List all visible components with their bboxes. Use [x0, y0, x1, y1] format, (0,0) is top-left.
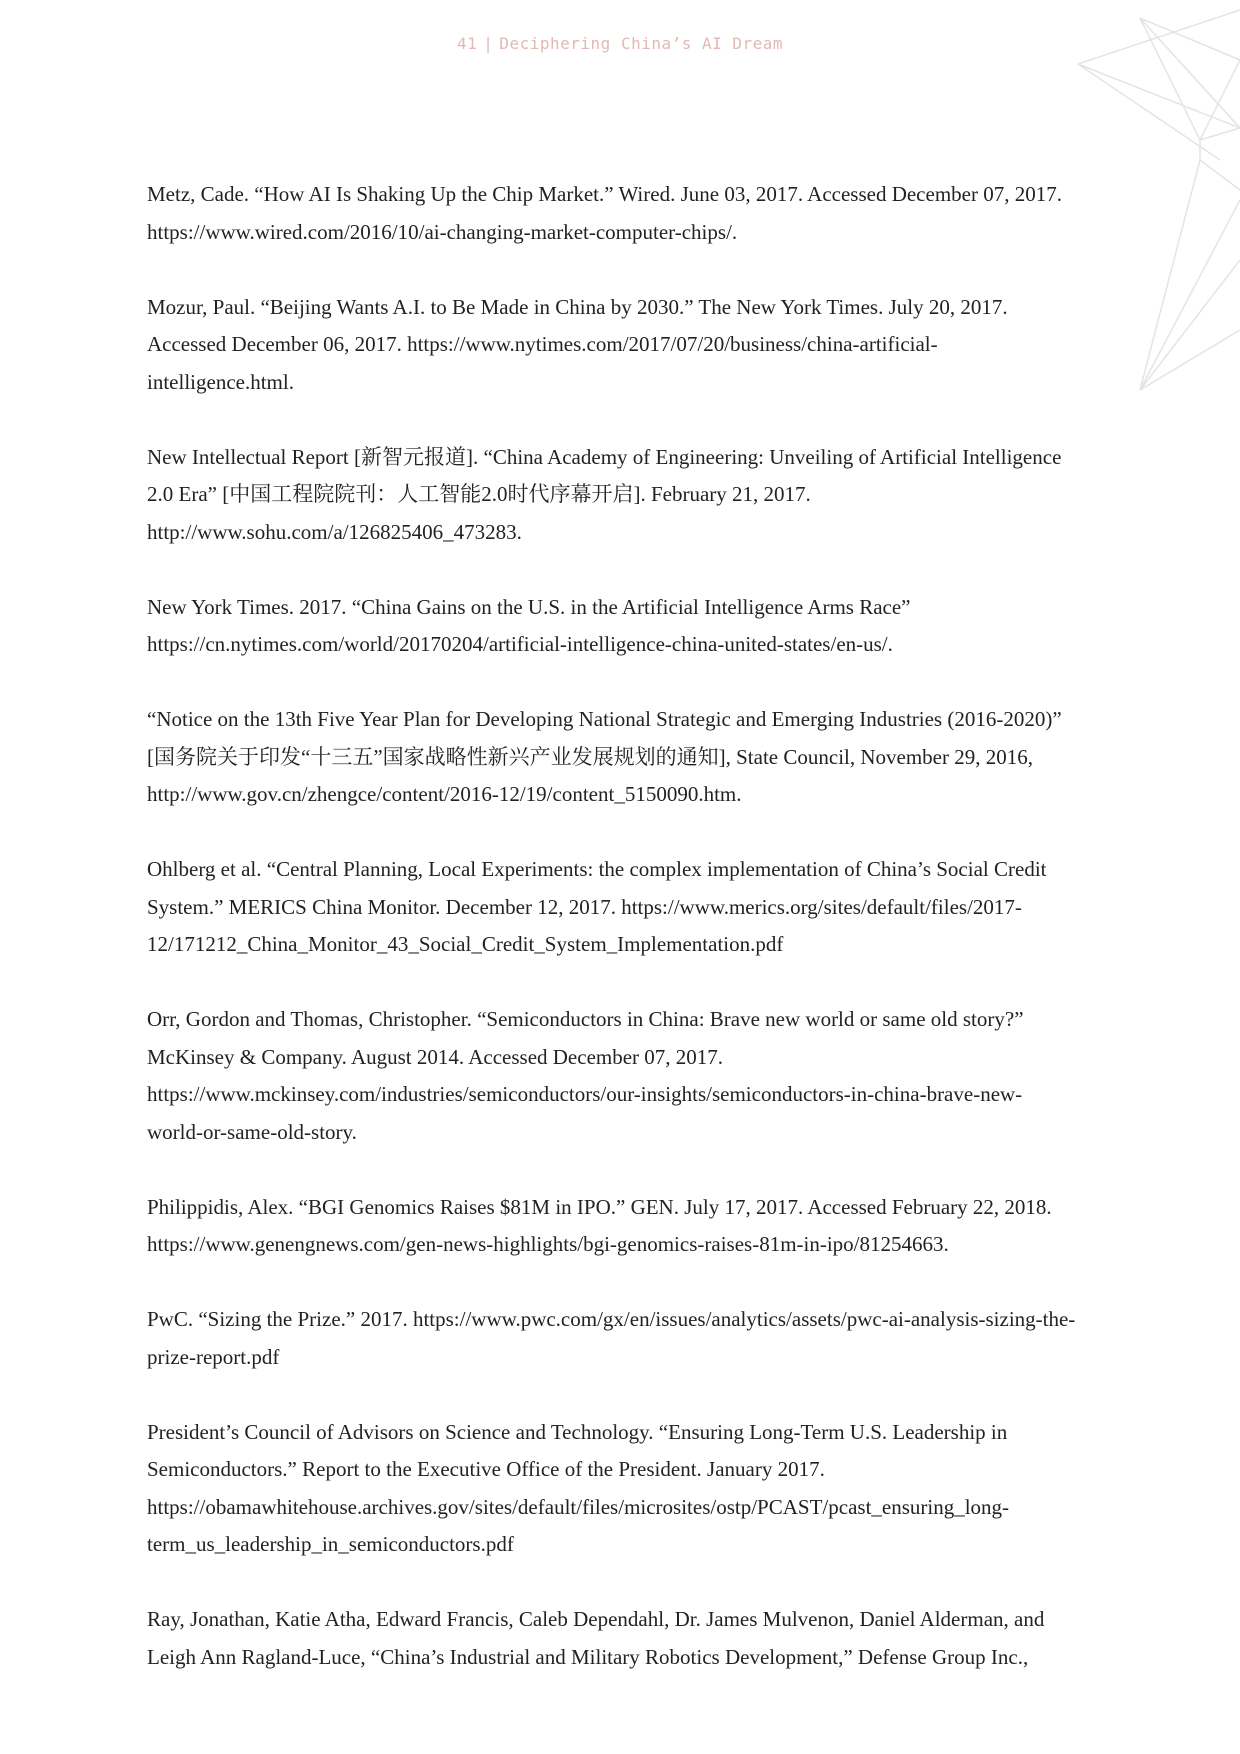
bibliography-entry-ray: Ray, Jonathan, Katie Atha, Edward Francis, Caleb Dependahl, Dr. James Mulvenon, Daniel Alderman, and Leigh Ann Ragland-Luce, “China’s Industrial and Military Robotics Development,” Defense Group Inc., — [147, 1607, 1045, 1669]
header-separator: | — [483, 34, 494, 53]
bibliography-entry-mozur: Mozur, Paul. “Beijing Wants A.I. to Be Made in China by 2030.” The New York Times. July 20, 2017. Accessed December 06, 2017. https://www.nytimes.com/2017/07/20/business/china-artificial-intelligence.html. — [147, 294, 1008, 394]
bibliography-entry-new-york-times: New York Times. 2017. “China Gains on the U.S. in the Artificial Intelligence Arms Race” https://cn.nytimes.com/world/20170204/artificial-intelligence-china-united-states/en-us/. — [147, 594, 911, 656]
bibliography-entry-notice-13th-five-year-plan: “Notice on the 13th Five Year Plan for Developing National Strategic and Emerging Industries (2016-2020)” [国务院关于印发“十三五”国家战略性新兴产业发展规划的通知], State Council, November 29, 2016, http://www.gov.cn/zhengce/content/2016-12/19/content_5150090.htm. — [147, 707, 1062, 806]
document-title: Deciphering China’s AI Dream — [499, 34, 784, 53]
bibliography-entry-ohlberg: Ohlberg et al. “Central Planning, Local Experiments: the complex implementation of China’s Social Credit System.” MERICS China Monitor. December 12, 2017. https://www.merics.org/sites/default/files/2017-12/171212_China_Monitor_43_Social_Credit_System_Implementation.pdf — [147, 857, 1047, 956]
bibliography-list — [147, 176, 1077, 1714]
bibliography-entry-new-intellectual-report: New Intellectual Report [新智元报道]. “China Academy of Engineering: Unveiling of Artificial Intelligence 2.0 Era” [中国工程院院刊：人工智能2.0时代序幕开启]. February 21, 2017. http://www.sohu.com/a/126825406_473283. — [147, 444, 1062, 544]
bibliography-entry-metz: Metz, Cade. “How AI Is Shaking Up the Chip Market.” Wired. June 03, 2017. Accessed December 07, 2017. https://www.wired.com/2016/10/ai-changing-market-computer-chips/. — [147, 182, 1062, 244]
bibliography-entry-pcast: President’s Council of Advisors on Science and Technology. “Ensuring Long-Term U.S. Leadership in Semiconductors.” Report to the Executive Office of the President. January 2017. https://obamawhitehouse.archives.gov/sites/default/files/microsites/ostp/PCAST/pcast_ensuring_long-term_us_leadership_in_semiconductors.pdf — [147, 1419, 1010, 1556]
bibliography-entry-philippidis: Philippidis, Alex. “BGI Genomics Raises $81M in IPO.” GEN. July 17, 2017. Accessed February 22, 2018. https://www.genengnews.com/gen-news-highlights/bgi-genomics-raises-81m-in-ipo/81254663. — [147, 1194, 1052, 1256]
bibliography-entry-pwc: PwC. “Sizing the Prize.” 2017. https://www.pwc.com/gx/en/issues/analytics/assets/pwc-ai-analysis-sizing-the-prize-report.pdf — [147, 1307, 1076, 1369]
page-number: 41 — [456, 34, 478, 53]
bibliography-entry-orr: Orr, Gordon and Thomas, Christopher. “Semiconductors in China: Brave new world or same old story?” McKinsey & Company. August 2014. Accessed December 07, 2017. https://www.mckinsey.com/industries/semiconductors/our-insights/semiconductors-in-china-brave-new-world-or-same-old-story. — [147, 1007, 1024, 1144]
